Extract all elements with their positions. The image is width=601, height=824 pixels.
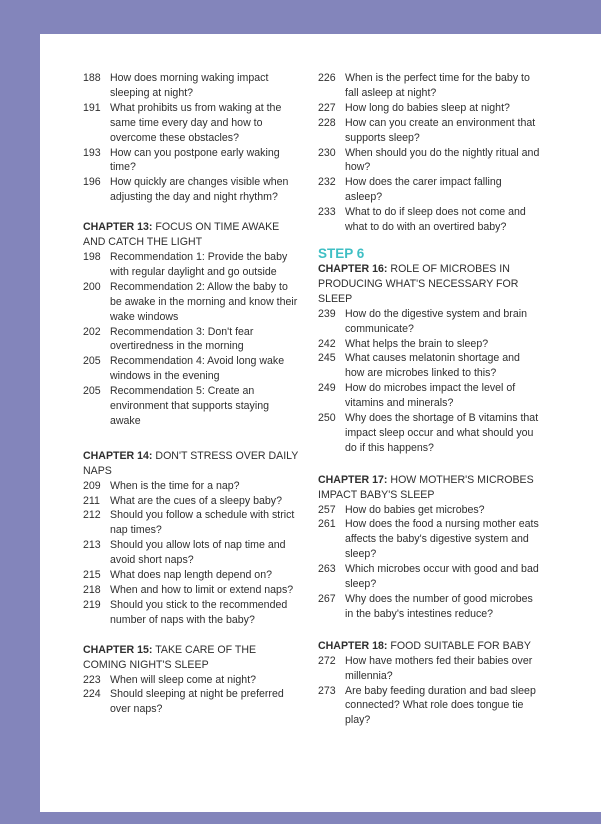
chapter-label: CHAPTER 14: (83, 449, 153, 462)
entry-text: Recommendation 4: Avoid long wake windows in the evening (110, 355, 285, 383)
toc-entry[interactable] (318, 684, 540, 729)
continued-entries (83, 71, 301, 205)
toc-entry[interactable] (318, 517, 540, 562)
page-number: 249 (318, 382, 336, 395)
document-page (40, 34, 601, 812)
page-number: 224 (83, 688, 101, 701)
chapter-title: ROLE OF MICROBES IN PRODUCING WHAT'S NECESSARY FOR SLEEP (318, 262, 519, 305)
chapter-heading (318, 473, 540, 503)
chapter-heading (83, 449, 301, 479)
chapter-18 (318, 639, 540, 728)
toc-entry[interactable] (83, 280, 301, 325)
continued-entries (318, 71, 540, 235)
chapter-label: CHAPTER 17: (318, 473, 388, 486)
chapter-label: CHAPTER 18: (318, 639, 388, 652)
entry-text: Why does the number of good microbes in the baby's intestines reduce? (345, 593, 533, 620)
chapter-14 (83, 449, 301, 628)
chapter-heading (318, 262, 540, 307)
chapter-title: HOW MOTHER'S MICROBES IMPACT BABY'S SLEEP (318, 473, 534, 501)
page-number: 273 (318, 684, 336, 697)
toc-entry[interactable] (318, 592, 540, 622)
chapter-17 (318, 473, 540, 622)
toc-entry[interactable] (318, 381, 540, 411)
entry-text: What causes melatonin shortage and how are microbes linked to this? (345, 352, 520, 380)
page-number: 245 (318, 352, 336, 365)
toc-entry[interactable] (318, 205, 540, 235)
page-number: 232 (318, 176, 336, 189)
entry-text: How does the food a nursing mother eats affects the baby's digestive system and sleep? (345, 518, 539, 561)
toc-entry[interactable] (318, 351, 540, 381)
chapter-label: CHAPTER 13: (83, 221, 153, 234)
entry-text: Should sleeping at night be preferred over naps? (110, 688, 284, 716)
entry-text: Recommendation 1: Provide the baby with regular daylight and go outside (110, 250, 288, 278)
chapter-title: DON'T STRESS OVER DAILY NAPS (83, 449, 299, 477)
toc-entry[interactable] (83, 568, 301, 583)
toc-entry[interactable] (318, 146, 540, 176)
toc-entry[interactable] (83, 583, 301, 598)
toc-entry[interactable] (83, 175, 301, 205)
entry-text: Recommendation 5: Create an environment that supports staying awake (110, 385, 269, 427)
left-column (83, 71, 301, 717)
page-number: 188 (83, 72, 101, 84)
entry-text: What does nap length depend on? (110, 569, 272, 582)
page-number: 267 (318, 593, 336, 605)
toc-entry[interactable] (83, 494, 301, 509)
entry-text: How long do babies sleep at night? (345, 101, 510, 114)
entry-text: Why does the shortage of B vitamins that impact sleep occur and what should you do if this happens? (345, 412, 539, 454)
toc-entry[interactable] (83, 508, 301, 538)
frame-left-bar (0, 0, 40, 824)
page-number: 230 (318, 146, 336, 159)
page-number: 200 (83, 280, 101, 293)
entry-text: How have mothers fed their babies over millennia? (345, 654, 533, 682)
page-number: 193 (83, 146, 101, 159)
entry-text: What are the cues of a sleepy baby? (110, 494, 282, 507)
page-number: 257 (318, 503, 336, 516)
page-number: 272 (318, 654, 336, 667)
entry-text: How can you create an environment that supports sleep? (345, 116, 536, 144)
chapter-heading (83, 643, 301, 673)
page-number: 223 (83, 673, 101, 686)
toc-entry[interactable] (83, 384, 301, 429)
right-column (318, 71, 540, 728)
entry-text: Recommendation 2: Allow the baby to be awake in the morning and know their wake windows (110, 280, 298, 323)
entry-text: How can you postpone early waking time? (110, 146, 280, 174)
page-number: 250 (318, 412, 336, 425)
toc-entry[interactable] (318, 307, 540, 337)
toc-entry[interactable] (318, 562, 540, 592)
toc-entry[interactable] (318, 116, 540, 146)
page-number: 212 (83, 509, 101, 522)
toc-entry[interactable] (83, 325, 301, 355)
entry-text: How do the digestive system and brain communicate? (345, 307, 527, 335)
toc-entry[interactable] (83, 71, 301, 101)
toc-entry[interactable] (318, 411, 540, 456)
chapter-15 (83, 643, 301, 718)
entry-text: Are baby feeding duration and bad sleep connected? What role does tongue tie play? (345, 684, 536, 727)
page-number: 213 (83, 539, 101, 552)
entry-text: What to do if sleep does not come and what to do with an overtired baby? (345, 206, 526, 234)
chapter-title: TAKE CARE OF THE COMING NIGHT'S SLEEP (83, 643, 257, 671)
page-number: 196 (83, 176, 101, 189)
chapter-heading (318, 639, 540, 654)
entry-text: Recommendation 3: Don't fear overtiredness in the morning (110, 325, 254, 353)
chapter-label: CHAPTER 16: (318, 262, 388, 275)
toc-entry[interactable] (83, 101, 301, 146)
toc-entry[interactable] (318, 175, 540, 205)
chapter-13 (83, 220, 301, 429)
page-number: 228 (318, 116, 336, 129)
chapter-heading (83, 220, 301, 250)
entry-text: When is the time for a nap? (110, 479, 240, 492)
page-number: 202 (83, 325, 101, 338)
entry-text: What prohibits us from waking at the same time every day and how to overcome these obstacles? (110, 101, 282, 144)
entry-text: How does the carer impact falling asleep? (345, 176, 502, 204)
toc-entry[interactable] (83, 687, 301, 717)
page-number: 218 (83, 584, 101, 596)
page-number: 191 (83, 101, 101, 114)
entry-text: How do microbes impact the level of vitamins and minerals? (345, 382, 516, 410)
chapter-label: CHAPTER 15: (83, 643, 153, 656)
toc-entry[interactable] (83, 354, 301, 384)
page-number: 205 (83, 385, 101, 398)
entry-text: When will sleep come at night? (110, 673, 257, 686)
page-number: 227 (318, 101, 336, 114)
page-number: 226 (318, 72, 336, 84)
entry-text: What helps the brain to sleep? (345, 337, 489, 350)
page-number: 239 (318, 307, 336, 320)
entry-text: How do babies get microbes? (345, 503, 485, 516)
page-number: 205 (83, 355, 101, 368)
page-number: 198 (83, 250, 101, 263)
entry-text: Should you allow lots of nap time and avoid short naps? (110, 539, 286, 567)
page-number: 242 (318, 337, 336, 350)
toc-entry[interactable] (318, 71, 540, 101)
entry-text: How does morning waking impact sleeping at night? (110, 72, 269, 99)
toc-entry[interactable] (318, 101, 540, 116)
frame-bottom-bar (0, 812, 601, 824)
toc-entry[interactable] (318, 503, 540, 518)
entry-text: Should you follow a schedule with strict nap times? (110, 509, 295, 537)
page-number: 261 (318, 518, 336, 531)
page-number: 215 (83, 569, 101, 582)
page-number: 233 (318, 206, 336, 219)
toc-entry[interactable] (318, 337, 540, 352)
entry-text: How quickly are changes visible when adjusting the day and night rhythm? (110, 176, 289, 204)
entry-text: Which microbes occur with good and bad sleep? (345, 563, 539, 591)
toc-entry[interactable] (83, 479, 301, 494)
toc-entry[interactable] (83, 250, 301, 280)
step-heading: STEP 6 (318, 245, 365, 261)
frame-top-bar (0, 0, 601, 34)
entry-text: Should you stick to the recommended number of naps with the baby? (110, 598, 288, 626)
page-number: 211 (83, 494, 100, 507)
entry-text: When and how to limit or extend naps? (110, 584, 294, 596)
chapter-16 (318, 262, 540, 456)
entry-text: When should you do the nightly ritual and how? (345, 146, 540, 174)
toc-entry[interactable] (83, 538, 301, 568)
chapter-title: FOOD SUITABLE FOR BABY (387, 639, 531, 652)
toc-entry[interactable] (318, 654, 540, 684)
entry-text: When is the perfect time for the baby to fall asleep at night? (345, 72, 530, 99)
chapter-title: FOCUS ON TIME AWAKE AND CATCH THE LIGHT (83, 221, 280, 249)
page-number: 263 (318, 563, 336, 576)
toc-entry[interactable] (83, 673, 301, 688)
page-number: 219 (83, 598, 101, 611)
toc-entry[interactable] (83, 146, 301, 176)
page-number: 209 (83, 479, 101, 492)
toc-entry[interactable] (83, 598, 301, 628)
